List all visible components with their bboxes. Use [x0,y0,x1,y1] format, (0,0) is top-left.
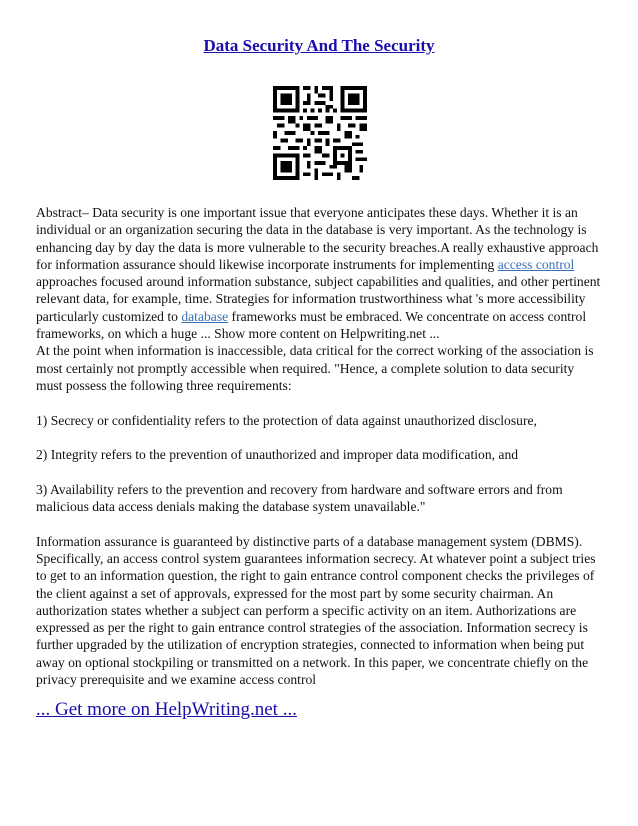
database-link[interactable]: database [181,308,229,324]
abstract-text-3: frameworks must be embraced. We concentrate on access control frameworks, on which a huge ... Show more content on Helpwriting.net ... [36,308,587,342]
requirement-integrity: 2) Integrity refers to the prevention of unauthorized and improper data modification, and [36,447,519,463]
document-title-link[interactable]: Data Security And The Security [203,36,435,55]
qr-code-icon [273,86,367,180]
access-control-link[interactable]: access control [497,256,575,272]
abstract-text-2: approaches focused around information substance, subject capabilities and qualities, and other pertinent relevant data, for example, time. Strategies for information trustworthiness what 's more accessibility particularly customized to [36,274,601,324]
abstract-paragraph [36,204,604,342]
information-assurance-paragraph: Information assurance is guaranteed by distinctive parts of a database management system (DBMS). Specifically, an access control system guarantees information secrecy. At whatever point a subject tries to get to an information question, the right to gain entrance control component checks the privileges of the client against a set of approvals, expressed for the most part by some security chairman. An authorization states whether a subject can perform a specific activity on an item. Authorizations are expressed as per the right to gain entrance control strategies of the association. Information secrecy is further upgraded by the utilization of encryption strategies, connected to information when being put away on optional stockpiling or transmitted on a network. In this paper, we concentrate chiefly on the privacy prerequisite and we examine access control [36,533,596,688]
get-more-link[interactable]: ... Get more on HelpWriting.net ... [36,699,297,720]
requirement-secrecy: 1) Secrecy or confidentiality refers to the protection of data against unauthorized disclosure, [36,412,537,428]
inaccessible-paragraph: At the point when information is inaccessible, data critical for the correct working of the association is most certainly not promptly accessible when required. "Hence, a complete solution to data security must possess the following three requirements: [36,343,594,393]
article-body [36,204,604,688]
abstract-text-1: Abstract– Data security is one important issue that everyone anticipates these days. Whether it is an individual or an organization securing the data in the database is very important. As the technology is enhancing day by day the data is more vulnerable to the security breaches.A really exhaustive approach for information assurance should likewise incorporate instruments for implementing [36,205,599,272]
requirement-availability: 3) Availability refers to the prevention and recovery from hardware and software errors and from malicious data access denials making the database system unavailable." [36,481,563,515]
